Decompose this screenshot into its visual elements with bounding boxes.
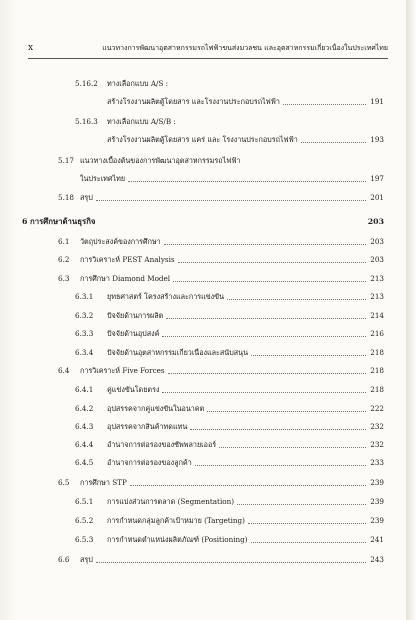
toc-leader-dots (164, 244, 366, 245)
toc-entry-page: 197 (370, 174, 384, 183)
page-number: x (28, 43, 34, 53)
toc-entry (0, 311, 416, 322)
running-header (28, 43, 388, 55)
toc-entry (0, 292, 416, 303)
toc-entry-number: 5.16.3 (75, 117, 98, 126)
toc-entry-number: 6.4.2 (75, 404, 94, 413)
toc-entry-number: 6.3.3 (75, 329, 94, 338)
toc-leader-dots (301, 142, 366, 143)
toc-leader-dots (162, 392, 366, 393)
toc-entry-number: 6.4.3 (75, 422, 94, 431)
toc-entry-title: อุปสรรคจากคู่แข่งขันในอนาคต (107, 404, 205, 413)
toc-entry-title: การวิเคราะห์ Five Forces (80, 366, 165, 375)
toc-entry-number: 6.3.4 (75, 348, 94, 357)
toc-entry (0, 217, 416, 228)
toc-entry-page: 216 (370, 329, 384, 338)
toc-entry (0, 458, 416, 469)
toc-leader-dots (207, 411, 366, 412)
toc-entry-title: การศึกษา Diamond Model (80, 274, 171, 283)
toc-entry-number: 6.1 (58, 237, 70, 246)
toc-entry-page: 233 (370, 458, 384, 467)
page-edge-shadow (406, 0, 416, 620)
toc-entry-title: แนวทางเบื้องต้นของการพัฒนาอุตสาหกรรมรถไฟฟ้า (80, 156, 241, 165)
toc-entry (0, 385, 416, 396)
toc-entry-page: 243 (370, 555, 384, 564)
toc-entry-page: 193 (370, 135, 384, 144)
toc-entry-title: ทางเลือกแบบ A/S : (107, 79, 169, 88)
toc-entry-number: 6.3.2 (75, 311, 94, 320)
toc-entry-title: การวิเคราะห์ PEST Analysis (80, 255, 175, 264)
toc-entry-title: การกำหนดกลุ่มลูกค้าเป้าหมาย (Targeting) (107, 516, 245, 525)
toc-entry-number: 6.5 (58, 478, 70, 487)
toc-entry-number: 6.6 (58, 555, 70, 564)
toc-entry (0, 348, 416, 359)
toc-entry (0, 366, 416, 377)
toc-entry-title: ทางเลือกแบบ A/S/B : (107, 117, 176, 126)
toc-entry (0, 555, 416, 566)
toc-entry-page: 213 (370, 274, 384, 283)
toc-entry-page: 218 (370, 366, 384, 375)
toc-entry-title: ในประเทศไทย (80, 174, 126, 183)
toc-leader-dots (166, 318, 366, 319)
toc-entry-page: 201 (370, 193, 384, 202)
toc-entry-page: 218 (370, 348, 384, 357)
toc-entry-number: 6.4.1 (75, 385, 94, 394)
toc-entry-title: การศึกษาด้านธุรกิจ (30, 217, 96, 226)
toc-entry-page: 239 (370, 516, 384, 525)
toc-entry (0, 404, 416, 415)
toc-entry-number: 5.16.2 (75, 79, 98, 88)
toc-leader-dots (195, 465, 366, 466)
toc-entry-number: 5.17 (58, 156, 75, 165)
toc-entry-title: ยุทธศาสตร์ โครงสร้างและการแข่งขัน (107, 292, 224, 301)
toc-entry (0, 478, 416, 489)
toc-entry-title: การแบ่งส่วนการตลาด (Segmentation) (107, 497, 234, 506)
toc-entry-title: การกำหนดตำแหน่งผลิตภัณฑ์ (Positioning) (107, 535, 248, 544)
toc-entry-title: อำนาจการต่อรองของซัพพลายเออร์ (107, 440, 217, 449)
toc-entry-page: 232 (370, 422, 384, 431)
running-title: แนวทางการพัฒนาอุตสาหกรรมรถไฟฟ้าขนส่งมวลชน และอุตสาหกรรมเกี่ยวเนื่องในประเทศไทย (102, 44, 388, 52)
toc-entry-title: สรุป (80, 555, 93, 564)
toc-leader-dots (173, 281, 366, 282)
toc-entry (0, 422, 416, 433)
toc-entry-number: 6.4.5 (75, 458, 94, 467)
toc-entry-page: 214 (370, 311, 384, 320)
toc-entry (0, 440, 416, 451)
toc-entry-page: 232 (370, 440, 384, 449)
toc-leader-dots (237, 504, 366, 505)
toc-entry (0, 516, 416, 527)
toc-entry-title: สร้างโรงงานผลิตตู้โดยสาร แคร่ และ โรงงานประกอบรถไฟฟ้า (107, 135, 298, 144)
toc-entry-number: 6.3.1 (75, 292, 94, 301)
toc-entry (0, 193, 416, 204)
toc-leader-dots (219, 447, 366, 448)
toc-leader-dots (168, 373, 366, 374)
toc-entry-title: การศึกษา STP (80, 478, 127, 487)
toc-leader-dots (96, 562, 366, 563)
toc-entry-title: ปัจจัยด้านอุตสาหกรรมเกี่ยวเนื่องและสนับสนุน (107, 348, 248, 357)
toc-entry-page: 203 (370, 237, 384, 246)
toc-entry (0, 135, 416, 146)
toc-entry (0, 497, 416, 508)
toc-entry-title: ปัจจัยด้านอุปสงค์ (107, 329, 160, 338)
toc-entry (0, 97, 416, 108)
toc-leader-dots (251, 542, 366, 543)
toc-entry-title: อุปสรรคจากสินค้าทดแทน (107, 422, 188, 431)
toc-entry-page: 213 (370, 292, 384, 301)
toc-entry (0, 117, 416, 128)
toc-entry-number: 6.2 (58, 255, 70, 264)
toc-entry-page: 222 (370, 404, 384, 413)
toc-entry-number: 6.5.1 (75, 497, 94, 506)
toc-leader-dots (130, 485, 366, 486)
toc-entry-number: 6.4 (58, 366, 70, 375)
toc-entry-number: 6.4.4 (75, 440, 94, 449)
toc-leader-dots (178, 262, 366, 263)
toc-leader-dots (283, 104, 366, 105)
toc-leader-dots (248, 523, 366, 524)
toc-leader-dots (128, 181, 366, 182)
toc-entry (0, 174, 416, 185)
toc-entry-title: วัตถุประสงค์ของการศึกษา (80, 237, 161, 246)
toc-leader-dots (190, 429, 366, 430)
toc-entry-page: 239 (370, 478, 384, 487)
toc-entry-title: สรุป (80, 193, 93, 202)
header-rule (28, 58, 388, 59)
toc-entry-page: 203 (367, 217, 384, 226)
toc-entry-number: 6 (22, 217, 28, 226)
toc-entry-page: 191 (370, 97, 384, 106)
toc-entry-page: 203 (370, 255, 384, 264)
toc-entry (0, 237, 416, 248)
toc-entry-page: 241 (370, 535, 384, 544)
toc-leader-dots (227, 299, 366, 300)
toc-leader-dots (96, 200, 366, 201)
toc-entry-number: 5.18 (58, 193, 75, 202)
toc-entry (0, 329, 416, 340)
toc-entry (0, 535, 416, 546)
toc-entry-title: อำนาจการต่อรองของลูกค้า (107, 458, 192, 467)
toc-entry-page: 218 (370, 385, 384, 394)
toc-entry-page: 239 (370, 497, 384, 506)
toc-entry-title: คู่แข่งขันโดยตรง (107, 385, 160, 394)
toc-entry (0, 79, 416, 90)
toc-entry-title: ปัจจัยด้านการผลิต (107, 311, 164, 320)
toc-entry (0, 156, 416, 167)
toc-leader-dots (251, 355, 366, 356)
toc-leader-dots (162, 336, 366, 337)
toc-entry-number: 6.5.3 (75, 535, 94, 544)
toc-entry (0, 274, 416, 285)
toc-entry-number: 6.3 (58, 274, 70, 283)
toc-entry (0, 255, 416, 266)
toc-entry-number: 6.5.2 (75, 516, 94, 525)
toc-entry-title: สร้างโรงงานผลิตตู้โดยสาร และโรงงานประกอบรถไฟฟ้า (107, 97, 280, 106)
